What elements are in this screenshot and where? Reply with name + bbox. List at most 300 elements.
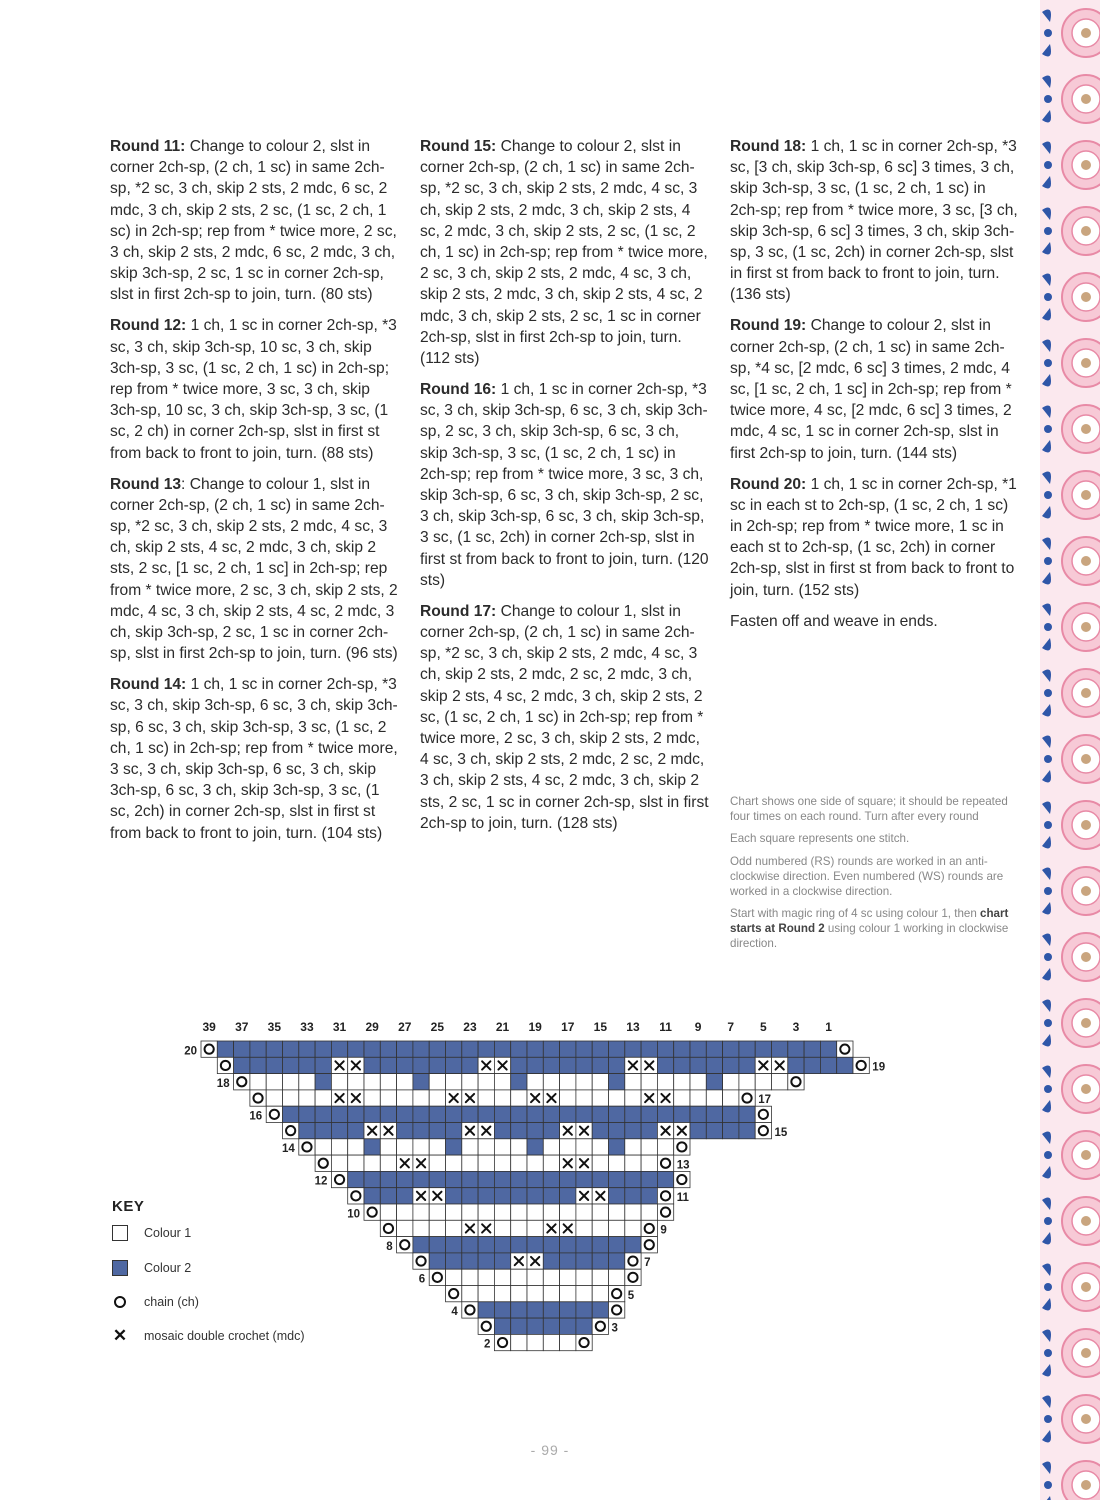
- column-number-label: 3: [792, 1020, 800, 1034]
- chart-cell: [527, 1155, 543, 1171]
- chart-cell: [446, 1204, 462, 1220]
- chart-cell: [348, 1041, 364, 1057]
- chart-cell: [543, 1041, 559, 1057]
- round-number-label: 6: [418, 1273, 426, 1286]
- chart-cell: [364, 1171, 380, 1187]
- chart-cell: [560, 1057, 576, 1073]
- chart-cell: [397, 1220, 413, 1236]
- chart-cell: [527, 1269, 543, 1285]
- chart-cell: [690, 1057, 706, 1073]
- chart-cell: [331, 1074, 347, 1090]
- chart-cell: [560, 1204, 576, 1220]
- chart-cell: [429, 1090, 445, 1106]
- chart-cell: [299, 1106, 315, 1122]
- chart-cell: [690, 1090, 706, 1106]
- chart-cell: [706, 1090, 722, 1106]
- chart-cell: [494, 1237, 510, 1253]
- chart-cell: [560, 1269, 576, 1285]
- chart-cell: [511, 1334, 527, 1350]
- round-number-label: 11: [676, 1192, 689, 1204]
- chart-cell: [380, 1057, 396, 1073]
- column-number-label: 25: [430, 1020, 445, 1034]
- chart-cell: [234, 1074, 250, 1090]
- column-number-label: 17: [561, 1020, 575, 1034]
- chart-cell: [331, 1106, 347, 1122]
- chart-cell: [576, 1286, 592, 1302]
- chart-cell: [478, 1090, 494, 1106]
- chart-cell: [592, 1123, 608, 1139]
- chart-cell: [413, 1057, 429, 1073]
- column-number-label: 29: [365, 1020, 379, 1034]
- chart-cell: [739, 1057, 755, 1073]
- round-label: Round 19:: [730, 317, 807, 335]
- chart-cell: [723, 1041, 739, 1057]
- key-chain-label: chain (ch): [144, 1295, 199, 1309]
- chart-cell: [250, 1090, 266, 1106]
- round-number-label: 20: [184, 1045, 197, 1058]
- chart-cell: [788, 1074, 804, 1090]
- chart-cell: [543, 1253, 559, 1269]
- colour1-swatch: [112, 1225, 128, 1241]
- chart-cell: [413, 1139, 429, 1155]
- note-start-text-end: using colour 1 working in clockwise direction.: [730, 921, 1009, 950]
- chart-cell: [494, 1204, 510, 1220]
- chart-cell: [706, 1041, 722, 1057]
- chart-cell: [234, 1057, 250, 1073]
- chart-cell: [299, 1090, 315, 1106]
- round-number-label: 18: [216, 1077, 230, 1090]
- chart-cell: [609, 1123, 625, 1139]
- chart-cell: [315, 1106, 331, 1122]
- chart-cell: [462, 1057, 478, 1073]
- chart-cell: [739, 1123, 755, 1139]
- chart-cell: [397, 1090, 413, 1106]
- chart-cell: [348, 1123, 364, 1139]
- chart-cell: [657, 1139, 673, 1155]
- chart-cell: [315, 1090, 331, 1106]
- column-number-label: 35: [267, 1020, 282, 1034]
- chart-cell: [511, 1220, 527, 1236]
- round-text: Change to colour 2, slst in corner 2ch-sp, (2 ch, 1 sc) in same 2ch-sp, *2 sc, 3 ch, skip 2 sts, 2 mdc, 4 sc, 3 ch, skip 2 sts, 2 mdc, 3 ch, skip 2 sts, 4 sc, 2 mdc, 3 ch, skip 2 sts, 2 sc, (1 sc, 2 ch, 1 sc) in 2ch-sp; rep from * twice more, 2 sc, 3 ch, skip 2 sts, 2 mdc, 4 sc, 3 ch, skip 2 sts, 2 mdc, 3 ch, skip 2 sts, 4 sc, 2 mdc, 3 ch, skip 2 sts, 2 sc, 1 sc in corner 2ch-sp, slst in first 2ch-sp to join, turn. (112 sts): [420, 138, 708, 368]
- chart-cell: [609, 1302, 625, 1318]
- chart-cell: [690, 1074, 706, 1090]
- chart-cell: [527, 1237, 543, 1253]
- chart-cell: [446, 1106, 462, 1122]
- chart-cell: [283, 1041, 299, 1057]
- column-number-label: 7: [727, 1020, 735, 1034]
- chart-cell: [478, 1188, 494, 1204]
- column-number-label: 39: [202, 1020, 216, 1034]
- chart-cell: [250, 1074, 266, 1090]
- round-number-label: 10: [347, 1208, 360, 1221]
- chart-cell: [576, 1220, 592, 1236]
- chart-cell: [511, 1041, 527, 1057]
- round-text: : Change to colour 1, slst in corner 2ch-sp, (2 ch, 1 sc) in same 2ch-sp, *2 sc, 3 ch, skip 2 sts, 2 mdc, 4 sc, 3 ch, skip 2 sts, 4 sc, 2 mdc, 3 ch, skip 2 sts, 2 sc, [1 sc, 2 ch, 1 sc] in 2ch-sp; rep from * twice more, 2 sc, 3 ch, skip 2 sts, 2 mdc, 4 sc, 3 ch, skip 2 sts, 4 sc, 2 mdc, 3 ch, skip 3ch-sp, 2 sc, 1 sc in corner 2ch-sp, slst in first 2ch-sp to join, turn. (96 sts): [110, 475, 398, 663]
- chart-cell: [560, 1074, 576, 1090]
- chart-cell: [511, 1188, 527, 1204]
- chart-cell: [527, 1188, 543, 1204]
- chart-cell: [494, 1334, 510, 1350]
- chart-cell: [413, 1123, 429, 1139]
- chart-cell: [625, 1171, 641, 1187]
- chart-cell: [641, 1237, 657, 1253]
- chart-cell: [609, 1269, 625, 1285]
- chart-cell: [380, 1188, 396, 1204]
- chart-cell: [331, 1123, 347, 1139]
- chart-cell: [739, 1074, 755, 1090]
- chart-cell: [364, 1041, 380, 1057]
- chart-cell: [462, 1269, 478, 1285]
- chart-cell: [739, 1106, 755, 1122]
- round-label: Round 16:: [420, 381, 497, 399]
- column-number-label: 1: [825, 1020, 832, 1034]
- chart-cell: [462, 1204, 478, 1220]
- chart-cell: [543, 1106, 559, 1122]
- chart-cell: [560, 1237, 576, 1253]
- decorative-border: [1040, 0, 1100, 1500]
- chart-cell: [234, 1041, 250, 1057]
- chart-cell: [462, 1188, 478, 1204]
- chart-cell: [690, 1123, 706, 1139]
- chart-cell: [674, 1074, 690, 1090]
- chart-cell: [592, 1155, 608, 1171]
- chart-cell: [625, 1106, 641, 1122]
- chart-cell: [397, 1057, 413, 1073]
- chain-icon: [112, 1294, 128, 1310]
- chart-cell: [657, 1106, 673, 1122]
- chart-cell: [576, 1057, 592, 1073]
- chart-cell: [511, 1155, 527, 1171]
- chart-cell: [543, 1057, 559, 1073]
- chart-cell: [429, 1220, 445, 1236]
- chart-cell: [397, 1139, 413, 1155]
- chart-cell: [706, 1074, 722, 1090]
- column-number-label: 19: [528, 1020, 542, 1034]
- chart-cell: [446, 1171, 462, 1187]
- chart-cell: [315, 1139, 331, 1155]
- chart-cell: [657, 1041, 673, 1057]
- chart-cell: [397, 1123, 413, 1139]
- note-repeat: Chart shows one side of square; it should be repeated four times on each round. Turn after every round: [730, 795, 1008, 823]
- chart-cell: [576, 1090, 592, 1106]
- round-number-label: 15: [774, 1126, 788, 1139]
- chart-cell: [494, 1269, 510, 1285]
- chart-cell: [592, 1269, 608, 1285]
- chart-cell: [576, 1171, 592, 1187]
- chart-cell: [364, 1057, 380, 1073]
- chart-cell: [543, 1334, 559, 1350]
- chart-cell: [560, 1171, 576, 1187]
- chart-cell: [380, 1106, 396, 1122]
- chart-cell: [592, 1090, 608, 1106]
- chart-cell: [788, 1041, 804, 1057]
- chart-cell: [576, 1106, 592, 1122]
- column-number-label: 37: [235, 1020, 249, 1034]
- chart-cell: [446, 1041, 462, 1057]
- cross-icon: ✕: [112, 1326, 128, 1345]
- chart-cell: [625, 1155, 641, 1171]
- chart-cell: [348, 1188, 364, 1204]
- chart-cell: [380, 1074, 396, 1090]
- chart-cell: [641, 1074, 657, 1090]
- chart-cell: [299, 1041, 315, 1057]
- key-title: KEY: [112, 1198, 145, 1215]
- round-number-label: 8: [386, 1240, 393, 1253]
- column-number-label: 31: [332, 1020, 347, 1034]
- chart-cell: [592, 1171, 608, 1187]
- chart-cell: [511, 1123, 527, 1139]
- chart-cell: [723, 1074, 739, 1090]
- round-number-label: 7: [644, 1257, 651, 1270]
- chart-cell: [576, 1318, 592, 1334]
- chart-cell: [674, 1041, 690, 1057]
- chart-cell: [609, 1171, 625, 1187]
- chart-cell: [429, 1041, 445, 1057]
- chart-cell: [609, 1237, 625, 1253]
- chart-cell: [217, 1041, 233, 1057]
- chart-cell: [560, 1041, 576, 1057]
- chart-cell: [674, 1057, 690, 1073]
- round-text: Change to colour 2, slst in corner 2ch-sp, (2 ch, 1 sc) in same 2ch-sp, *4 sc, [2 mdc, 6 sc] 3 times, 2 mdc, 4 sc, [1 sc, 2 ch, 1 sc] in 2ch-sp; rep from * twice more, 4 sc, [2 mdc, 6 sc] 3 times, 2 mdc, 4 sc, 1 sc in corner 2ch-sp, slst in first 2ch-sp to join, turn. (144 sts): [730, 317, 1012, 462]
- chart-cell: [788, 1057, 804, 1073]
- chart-cell: [511, 1237, 527, 1253]
- chart-cell: [609, 1041, 625, 1057]
- round-number-label: 9: [660, 1224, 667, 1237]
- chart-cell: [429, 1204, 445, 1220]
- chart-cell: [446, 1269, 462, 1285]
- chart-cell: [446, 1188, 462, 1204]
- chart-cell: [413, 1074, 429, 1090]
- chart-cell: [478, 1106, 494, 1122]
- chart-cell: [543, 1318, 559, 1334]
- chart-cell: [690, 1106, 706, 1122]
- chart-cell: [625, 1237, 641, 1253]
- chart-cell: [723, 1106, 739, 1122]
- chart-cell: [739, 1090, 755, 1106]
- chart-cell: [592, 1220, 608, 1236]
- round-text: 1 ch, 1 sc in corner 2ch-sp, *3 sc, 3 ch, skip 3ch-sp, 10 sc, 3 ch, skip 3ch-sp, 3 sc, (1 sc, 2 ch, 1 sc) in 2ch-sp; rep from * twice more, 3 sc, 3 ch, skip 3ch-sp, 10 sc, 3 ch, skip 3ch-sp, 3 sc, (1 sc, 2 ch) in corner 2ch-sp, slst in first st from back to front to join, turn. (88 sts): [110, 317, 397, 462]
- chart-cell: [543, 1123, 559, 1139]
- chart-cell: [511, 1286, 527, 1302]
- chart-cell: [413, 1220, 429, 1236]
- chart-cell: [755, 1106, 771, 1122]
- chart-cell: [837, 1057, 853, 1073]
- chart-cell: [674, 1171, 690, 1187]
- chart-cell: [576, 1237, 592, 1253]
- round-text: 1 ch, 1 sc in corner 2ch-sp, *3 sc, [3 ch, skip 3ch-sp, 6 sc] 3 times, 3 ch, skip 3ch-sp, 3 sc, (1 sc, 2 ch, 1 sc) in 2ch-sp; rep from * twice more, 3 sc, [3 ch, skip 3ch-sp, 6 sc] 3 times, 3 ch, skip 3ch-sp, 3 sc, (1 sc, 2ch) in corner 2ch-sp, slst in first st from back to front to join, turn. (136 sts): [730, 138, 1018, 304]
- chart-cell: [494, 1171, 510, 1187]
- chart-cell: [462, 1171, 478, 1187]
- round-number-label: 16: [249, 1110, 263, 1123]
- chart-cell: [348, 1171, 364, 1187]
- key-colour2: [112, 1258, 191, 1278]
- chart-cell: [331, 1139, 347, 1155]
- chart-cell: [592, 1074, 608, 1090]
- chart-cell: [723, 1057, 739, 1073]
- chart-cell: [592, 1106, 608, 1122]
- chart-cell: [380, 1090, 396, 1106]
- chart-cell: [446, 1123, 462, 1139]
- chart-cell: [576, 1074, 592, 1090]
- column-number-label: 23: [463, 1020, 477, 1034]
- chart-cell: [462, 1074, 478, 1090]
- chart-cell: [511, 1269, 527, 1285]
- chart-cell: [283, 1123, 299, 1139]
- chart-cell: [315, 1041, 331, 1057]
- chart-cell: [299, 1139, 315, 1155]
- chart-cell: [641, 1139, 657, 1155]
- chart-cell: [478, 1041, 494, 1057]
- chart-cell: [576, 1139, 592, 1155]
- chart-cell: [494, 1188, 510, 1204]
- round-number-label: 3: [611, 1322, 618, 1335]
- chart-cell: [560, 1106, 576, 1122]
- chart-cell: [609, 1204, 625, 1220]
- chart-cell: [429, 1171, 445, 1187]
- round-text: 1 ch, 1 sc in corner 2ch-sp, *3 sc, 3 ch, skip 3ch-sp, 6 sc, 3 ch, skip 3ch-sp, 6 sc, 3 ch, skip 3ch-sp, 3 sc, (1 sc, 2 ch, 1 sc) in 2ch-sp; rep from * twice more, 3 sc, 3 ch, skip 3ch-sp, 6 sc, 3 ch, skip 3ch-sp, 6 sc, 3 ch, skip 3ch-sp, 3 sc, (1 sc, 2ch) in corner 2ch-sp, slst in first st from back to front to join, turn. (104 sts): [110, 676, 398, 842]
- chart-cell: [462, 1041, 478, 1057]
- chart-cell: [657, 1155, 673, 1171]
- chart-cell: [690, 1041, 706, 1057]
- chart-cell: [674, 1090, 690, 1106]
- chart-cell: [266, 1090, 282, 1106]
- chart-cell: [364, 1139, 380, 1155]
- chart-cell: [397, 1106, 413, 1122]
- round-label: Round 12:: [110, 317, 187, 335]
- chart-cell: [494, 1106, 510, 1122]
- chart-cell: [446, 1220, 462, 1236]
- chart-cell: [380, 1171, 396, 1187]
- chart-cell: [462, 1253, 478, 1269]
- chart-cell: [609, 1286, 625, 1302]
- chart-cell: [429, 1237, 445, 1253]
- chart-cell: [560, 1253, 576, 1269]
- chart-cell: [462, 1286, 478, 1302]
- chart-cell: [576, 1253, 592, 1269]
- chart-cell: [446, 1237, 462, 1253]
- chart-cell: [527, 1171, 543, 1187]
- chart-cell: [527, 1041, 543, 1057]
- chart-cell: [380, 1041, 396, 1057]
- chart-cell: [283, 1090, 299, 1106]
- column-number-label: 13: [626, 1020, 640, 1034]
- round-number-label: 19: [872, 1061, 886, 1074]
- chart-cell: [462, 1106, 478, 1122]
- column-number-label: 15: [593, 1020, 608, 1034]
- chart-cell: [723, 1123, 739, 1139]
- chart-cell: [625, 1253, 641, 1269]
- chart-cell: [494, 1041, 510, 1057]
- chart-cell: [543, 1074, 559, 1090]
- chart-cell: [494, 1123, 510, 1139]
- chart-cell: [201, 1041, 217, 1057]
- chart-cell: [446, 1155, 462, 1171]
- chart-cell: [494, 1302, 510, 1318]
- chart-cell: [478, 1139, 494, 1155]
- chart-cell: [609, 1188, 625, 1204]
- chart-cell: [283, 1106, 299, 1122]
- chart-cell: [380, 1139, 396, 1155]
- chart-cell: [674, 1106, 690, 1122]
- column-number-label: 21: [495, 1020, 510, 1034]
- column-number-label: 33: [300, 1020, 314, 1034]
- round-number-label: 12: [314, 1175, 328, 1188]
- round-text: 1 ch, 1 sc in corner 2ch-sp, *1 sc in each st to 2ch-sp, (1 sc, 2 ch, 1 sc) in 2ch-sp; rep from * twice more, 1 sc in each st to 2ch-sp, (1 sc, 2ch) in corner 2ch-sp, slst in first st from back to front to join, turn. (152 sts): [730, 475, 1017, 599]
- chart-cell: [494, 1286, 510, 1302]
- chart-cell: [511, 1057, 527, 1073]
- chart-cell: [315, 1057, 331, 1073]
- chart-cell: [641, 1171, 657, 1187]
- chart-cell: [429, 1057, 445, 1073]
- chart-cell: [609, 1155, 625, 1171]
- note-stitch: Each square represents one stitch.: [730, 832, 910, 846]
- chart-cell: [543, 1188, 559, 1204]
- chart-cell: [527, 1074, 543, 1090]
- chart-cell: [511, 1139, 527, 1155]
- round-label: Round 13: [110, 475, 182, 493]
- chart-cell: [266, 1106, 282, 1122]
- chart-cell: [250, 1041, 266, 1057]
- chart-cell: [592, 1253, 608, 1269]
- chart-cell: [494, 1090, 510, 1106]
- chart-cell: [592, 1318, 608, 1334]
- chart-cell: [804, 1041, 820, 1057]
- chart-cell: [560, 1139, 576, 1155]
- chart-cell: [299, 1057, 315, 1073]
- chart-cell: [609, 1139, 625, 1155]
- chart-cell: [543, 1204, 559, 1220]
- chart-cell: [494, 1155, 510, 1171]
- chart-cell: [527, 1334, 543, 1350]
- round-text: Change to colour 1, slst in corner 2ch-sp, (2 ch, 1 sc) in same 2ch-sp, *2 sc, 3 ch, skip 2 sts, 2 mdc, 4 sc, 3 ch, skip 2 sts, 2 mdc, 2 sc, 2 mdc, 3 ch, skip 2 sts, 4 sc, 2 mdc, 3 ch, skip 2 sts, 2 sc, (1 sc, 2 ch, 1 sc) in 2ch-sp; rep from * twice more, 2 sc, 3 ch, skip 2 sts, 2 mdc, 4 sc, 3 ch, skip 2 sts, 2 mdc, 2 sc, 2 mdc, 3 ch, skip 2 sts, 4 sc, 2 mdc, 3 ch, skip 2 sts, 2 sc, 1 sc in corner 2ch-sp, slst in first 2ch-sp to join, turn. (128 sts): [420, 602, 709, 832]
- chart-cell: [315, 1123, 331, 1139]
- chart-cell: [592, 1237, 608, 1253]
- round-label: Round 15:: [420, 138, 497, 155]
- chart-cell: [576, 1302, 592, 1318]
- round-label: Round 20:: [730, 475, 807, 493]
- chart-cell: [446, 1057, 462, 1073]
- round-text: Fasten off and weave in ends.: [730, 612, 938, 630]
- chart-cell: [299, 1123, 315, 1139]
- chart-cell: [625, 1074, 641, 1090]
- chart-cell: [511, 1106, 527, 1122]
- chart-cell: [657, 1188, 673, 1204]
- chart-cell: [543, 1302, 559, 1318]
- chart-cell: [723, 1090, 739, 1106]
- chart-cell: [657, 1171, 673, 1187]
- note-start-bold: chart starts at Round 2: [730, 907, 1009, 935]
- chart-cell: [657, 1204, 673, 1220]
- chart-cell: [755, 1123, 771, 1139]
- chart-cell: [446, 1074, 462, 1090]
- column-number-label: 9: [694, 1020, 702, 1034]
- chart-cell: [299, 1074, 315, 1090]
- chart-cell: [560, 1318, 576, 1334]
- chart-cell: [527, 1204, 543, 1220]
- chart-cell: [511, 1318, 527, 1334]
- round-label: Round 17:: [420, 602, 497, 620]
- key-colour1: [112, 1223, 191, 1243]
- chart-cell: [413, 1171, 429, 1187]
- round-number-label: 5: [627, 1289, 635, 1302]
- chart-cell: [527, 1057, 543, 1073]
- chart-cell: [478, 1269, 494, 1285]
- chart-cell: [625, 1090, 641, 1106]
- chart-cell: [592, 1139, 608, 1155]
- chart-cell: [592, 1041, 608, 1057]
- chart-cell: [478, 1302, 494, 1318]
- chart-cell: [625, 1139, 641, 1155]
